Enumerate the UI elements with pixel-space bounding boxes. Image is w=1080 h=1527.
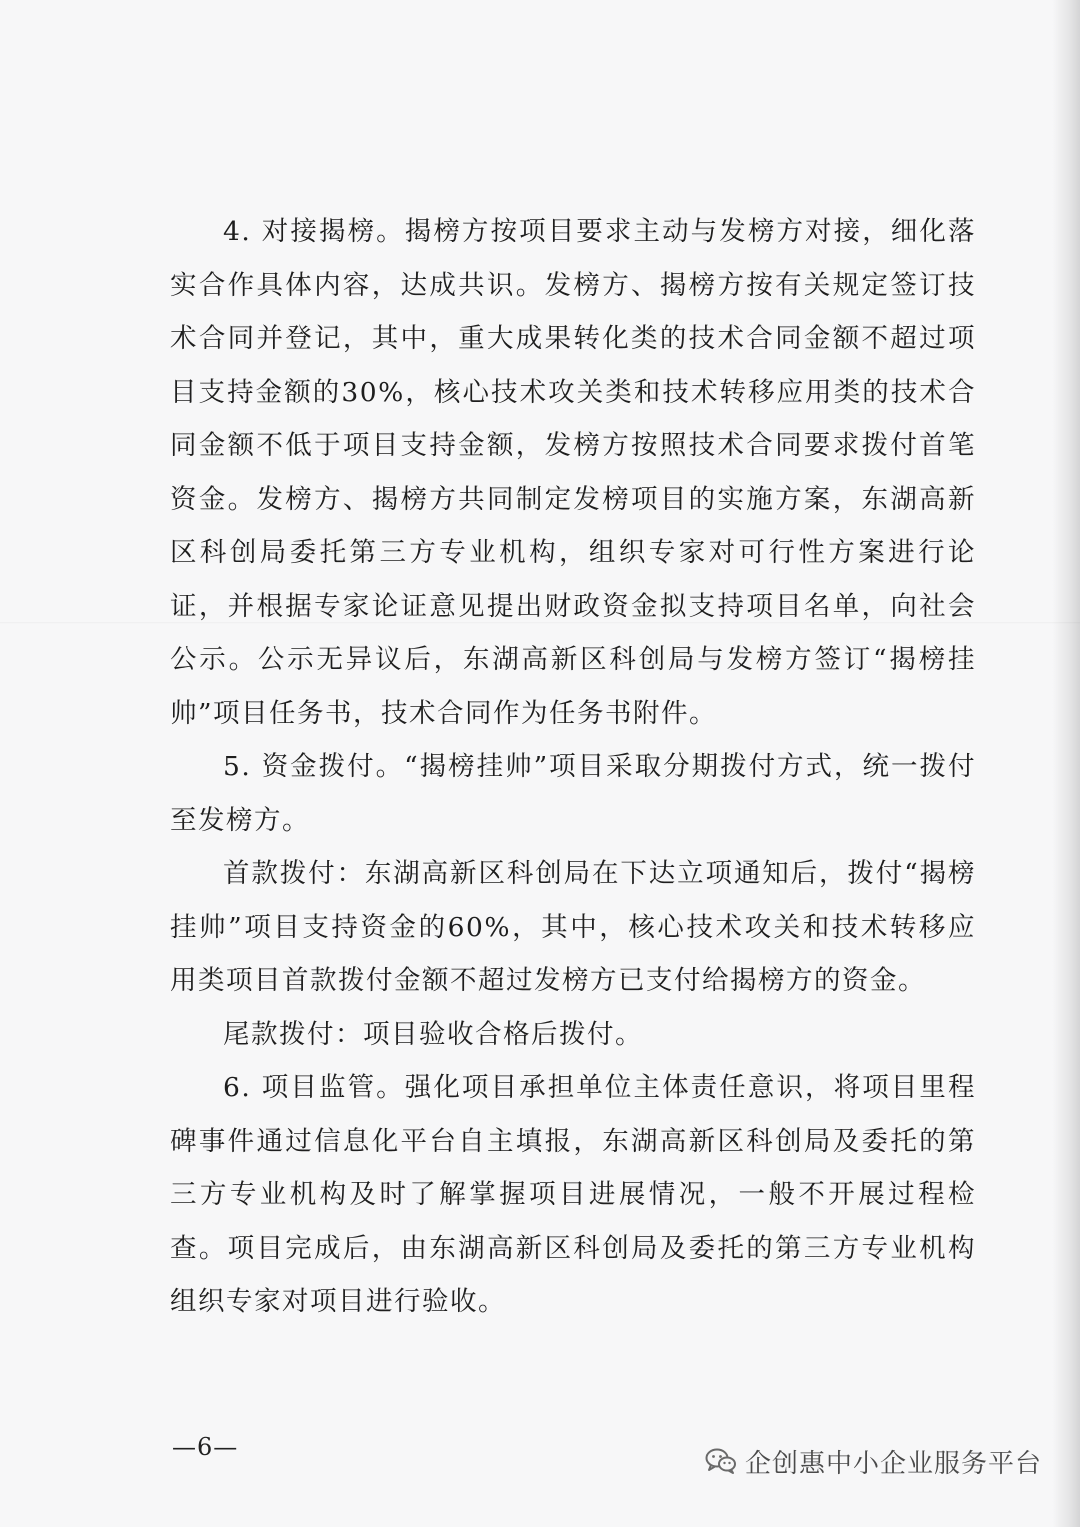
wechat-icon bbox=[705, 1447, 737, 1475]
paragraph-first-payment: 首款拨付：东湖高新区科创局在下达立项通知后，拨付“揭榜挂帅”项目支持资金的60%，其中，核心技术攻关和技术转移应用类项目首款拨付金额不超过发榜方已支付给揭榜方的资金。 bbox=[170, 858, 976, 996]
page-number: —6— bbox=[172, 1433, 239, 1461]
watermark bbox=[705, 1441, 1042, 1481]
paragraph-final-payment: 尾款拨付：项目验收合格后拨付。 bbox=[223, 1018, 643, 1050]
document-body bbox=[170, 205, 976, 1329]
paragraph-fund-allocation: 5. 资金拨付。“揭榜挂帅”项目采取分期拨付方式，统一拨付至发榜方。 bbox=[170, 751, 976, 836]
page-edge-shadow bbox=[1052, 0, 1080, 1527]
watermark-text: 企创惠中小企业服务平台 bbox=[744, 1448, 1042, 1479]
paragraph-supervision: 6. 项目监管。强化项目承担单位主体责任意识，将项目里程碑事件通过信息化平台自主填报，东湖高新区科创局及委托的第三方专业机构及时了解掌握项目进展情况，一般不开展过程检查。项目完成后，由东湖高新区科创局及委托的第三方专业机构组织专家对项目进行验收。 bbox=[170, 1072, 976, 1317]
paragraph-docking: 4. 对接揭榜。揭榜方按项目要求主动与发榜方对接，细化落实合作具体内容，达成共识。发榜方、揭榜方按有关规定签订技术合同并登记，其中，重大成果转化类的技术合同金额不超过项目支持金额的30%，核心技术攻关类和技术转移应用类的技术合同金额不低于项目支持金额，发榜方按照技术合同要求拨付首笔资金。发榜方、揭榜方共同制定发榜项目的实施方案，东湖高新区科创局委托第三方专业机构，组织专家对可行性方案进行论证，并根据专家论证意见提出财政资金拟支持项目名单，向社会公示。公示无异议后，东湖高新区科创局与发榜方签订“揭榜挂帅”项目任务书，技术合同作为任务书附件。 bbox=[170, 216, 976, 729]
